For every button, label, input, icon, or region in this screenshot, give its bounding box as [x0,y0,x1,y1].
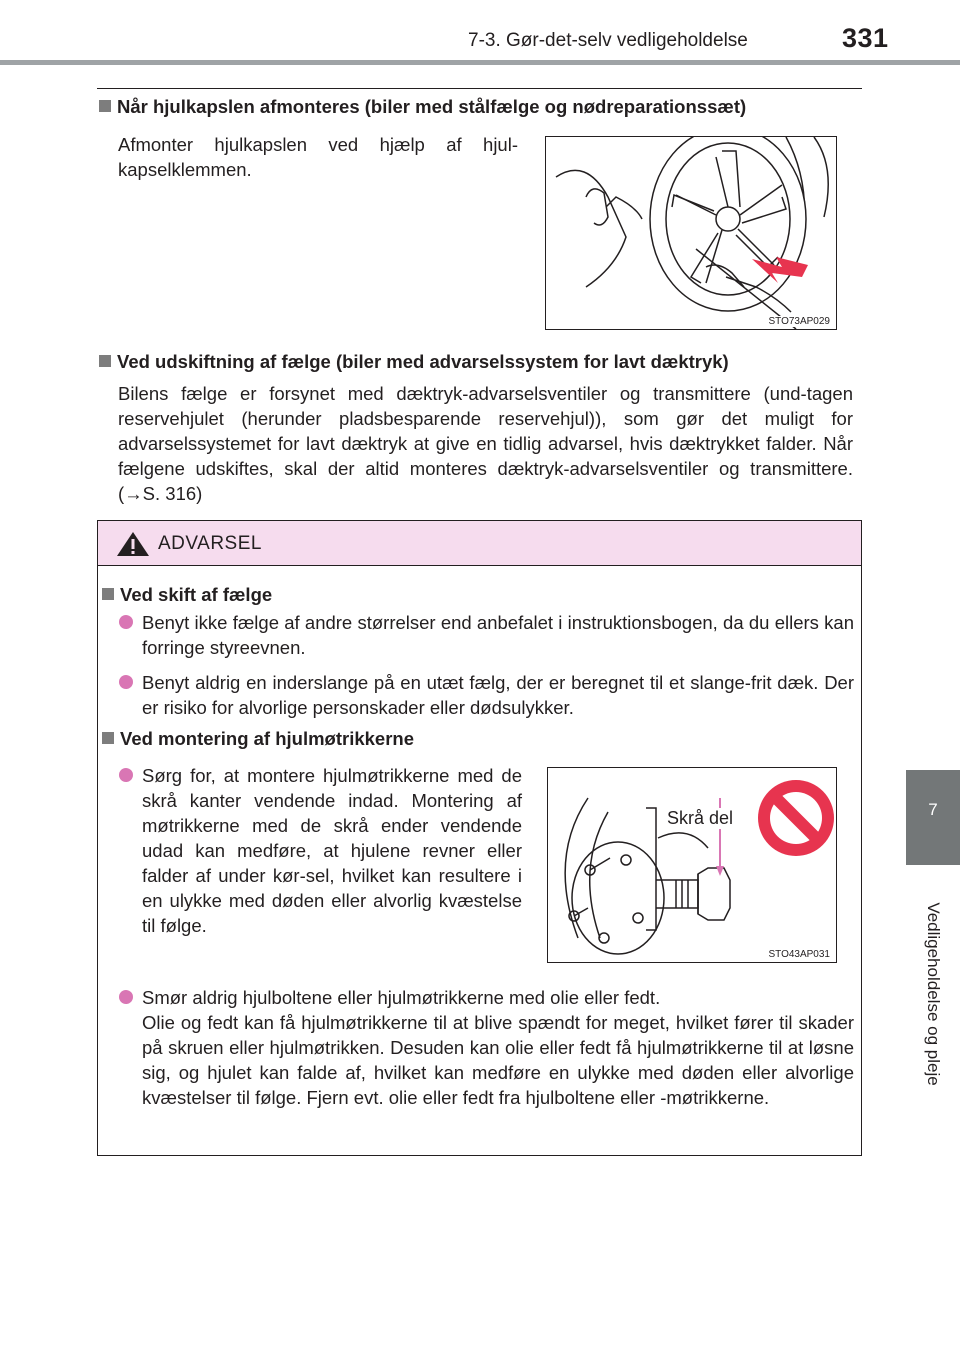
square-bullet-icon [99,100,111,112]
warning-header [98,521,861,566]
figure-code: STO73AP029 [768,316,830,327]
page-number: 331 [842,23,889,53]
warning-bullet: Sørg for, at montere hjulmøtrikkerne med de skrå kanter vendende indad. Montering af møtrikkerne med de skrå ender vendende udad kan medføre, at hjulene revner eller falder af under kør-sel, hvilket kan resultere i en ulykke med døden eller alvorlig kvæstelse til følge. [142,763,522,938]
warning-sub1-heading: Ved skift af fælge [102,584,272,606]
round-bullet-icon [119,675,133,689]
chapter-number: 7 [928,800,938,819]
round-bullet-icon [119,768,133,782]
warning-triangle-icon [116,531,150,557]
square-bullet-icon [102,732,114,744]
wheel-cap-drawing [546,137,836,329]
content-top-rule [97,88,862,89]
header-rule [0,60,960,65]
figure-code: STO43AP031 [768,949,830,960]
round-bullet-icon [119,990,133,1004]
warning-box [97,520,862,1156]
wheel-nut-drawing [548,768,836,962]
round-bullet-icon [119,615,133,629]
warning-bullet: Benyt ikke fælge af andre størrelser end anbefalet i instruktionsbogen, da du ellers kan forringe styreevnen. [142,610,854,660]
square-bullet-icon [102,588,114,600]
warning-label: ADVARSEL [158,533,262,554]
skra-del-label: Skrå del [667,808,734,828]
warning-bullet: Smør aldrig hjulboltene eller hjulmøtrikkerne med olie eller fedt. Olie og fedt kan få hjulmøtrikkerne til at blive spændt for meget, hvilket fører til skader på skruen eller hjulmøtrikken. Desuden kan olie eller fedt få hjulmøtrikkerne til at løsne sig, og hjulet kan falde af, hvilket kan medføre en ulykke med døden eller alvorlige kvæstelser til følge. Fjern evt. olie eller fedt fra hjulboltene eller -møtrikkerne. [142,985,854,1110]
warning-bullet: Benyt aldrig en inderslange på en utæt fælg, der er beregnet til et slange-frit dæk. Der er risiko for alvorlige personskader eller dødsulykker. [142,670,854,720]
section2-text: Bilens fælge er forsynet med dæktryk-advarselsventiler og transmittere (und-tagen reservehjulet (herunder pladsbesparende reservehjul)), som gør det muligt for advarselssystemet for lavt dæktryk at give en tidlig advarsel, hvis dæktrykket falder. Når fælgene udskiftes, skal der altid monteres dæktryk-advarselsventiler og transmittere. (→S. 316) [118,383,853,504]
chapter-label: Vedligeholdelse og pleje [924,902,943,1086]
wheel-cap-illustration [545,136,837,330]
section1-heading: Når hjulkapslen afmonteres (biler med stålfælge og nødreparationssæt) [99,96,746,118]
square-bullet-icon [99,355,111,367]
section-title: 7-3. Gør-det-selv vedligeholdelse [468,30,748,51]
wheel-nut-illustration [547,767,837,963]
warning-sub2-heading: Ved montering af hjulmøtrikkerne [102,728,414,750]
section1-text: Afmonter hjulkapslen ved hjælp af hjul-kapselklemmen. [118,134,518,180]
section2-heading: Ved udskiftning af fælge (biler med advarselssystem for lavt dæktryk) [99,351,729,373]
